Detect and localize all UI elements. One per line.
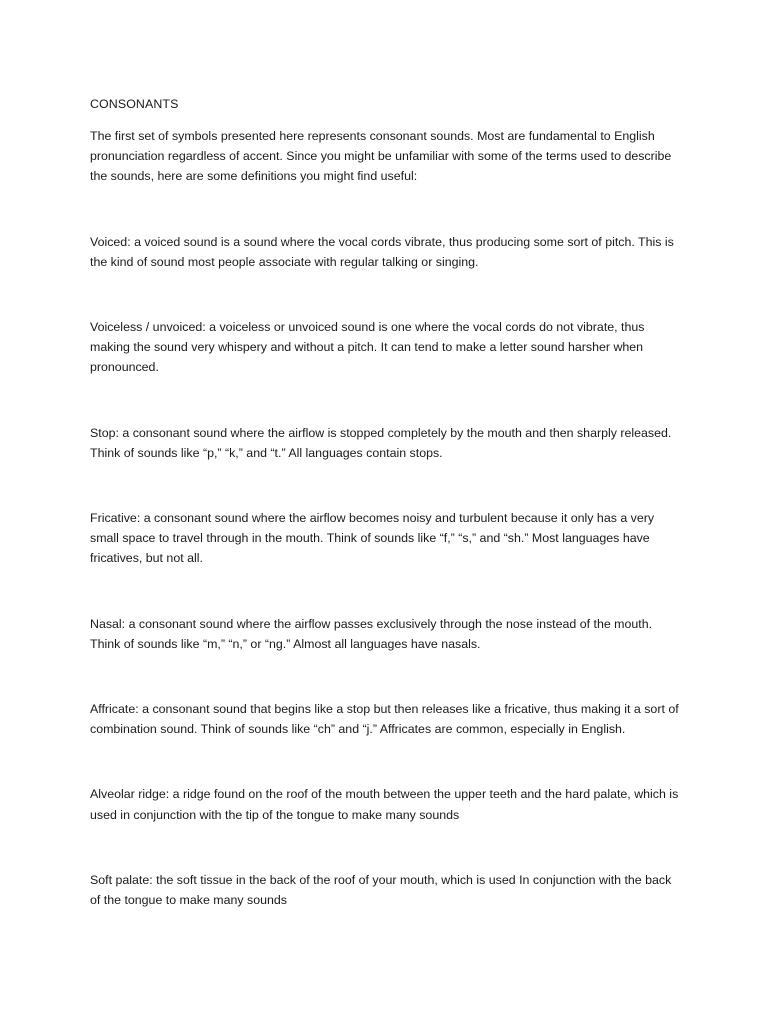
definition-soft-palate: Soft palate: the soft tissue in the back of the roof of your mouth, which is used In conjunction with the back of the tongue to make many sounds [90, 872, 672, 908]
intro-paragraph: The first set of symbols presented here represents consonant sounds. Most are fundamental to English pronunciation regardless of accent. Since you might be unfamiliar with some of the terms used to describe the sounds, here are some definitions you might find useful: [90, 129, 672, 184]
definition-nasal: Nasal: a consonant sound where the airflow passes exclusively through the nose instead of the mouth. Think of sounds like “m,” “n,” or “ng.” Almost all languages have nasals. [90, 616, 653, 651]
document-body [90, 94, 680, 955]
definition-affricate: Affricate: a consonant sound that begins like a stop but then releases like a fricative, thus making it a sort of combination sound. Think of sounds like “ch” and “j.” Affricates are common, especially in English. [90, 702, 679, 737]
definition-voiced: Voiced: a voiced sound is a sound where the vocal cords vibrate, thus producing some sort of pitch. This is the kind of sound most people associate with regular talking or singing. [90, 234, 674, 269]
definition-fricative: Fricative: a consonant sound where the airflow becomes noisy and turbulent because it only has a very small space to travel through in the mouth. Think of sounds like “f,” “s,” and “sh.” Most languages have fricatives, but not all. [90, 511, 655, 566]
section-heading: CONSONANTS [90, 97, 179, 111]
definition-voiceless: Voiceless / unvoiced: a voiceless or unvoiced sound is one where the vocal cords do not vibrate, thus making the sound very whispery and without a pitch. It can tend to make a letter sound harsher when pronounced. [90, 320, 645, 375]
definition-alveolar-ridge: Alveolar ridge: a ridge found on the roof of the mouth between the upper teeth and the hard palate, which is used in conjunction with the tip of the tongue to make many sounds [90, 787, 679, 822]
definition-stop: Stop: a consonant sound where the airflow is stopped completely by the mouth and then sharply released. Think of sounds like “p,” “k,” and “t.” All languages contain stops. [90, 425, 672, 460]
